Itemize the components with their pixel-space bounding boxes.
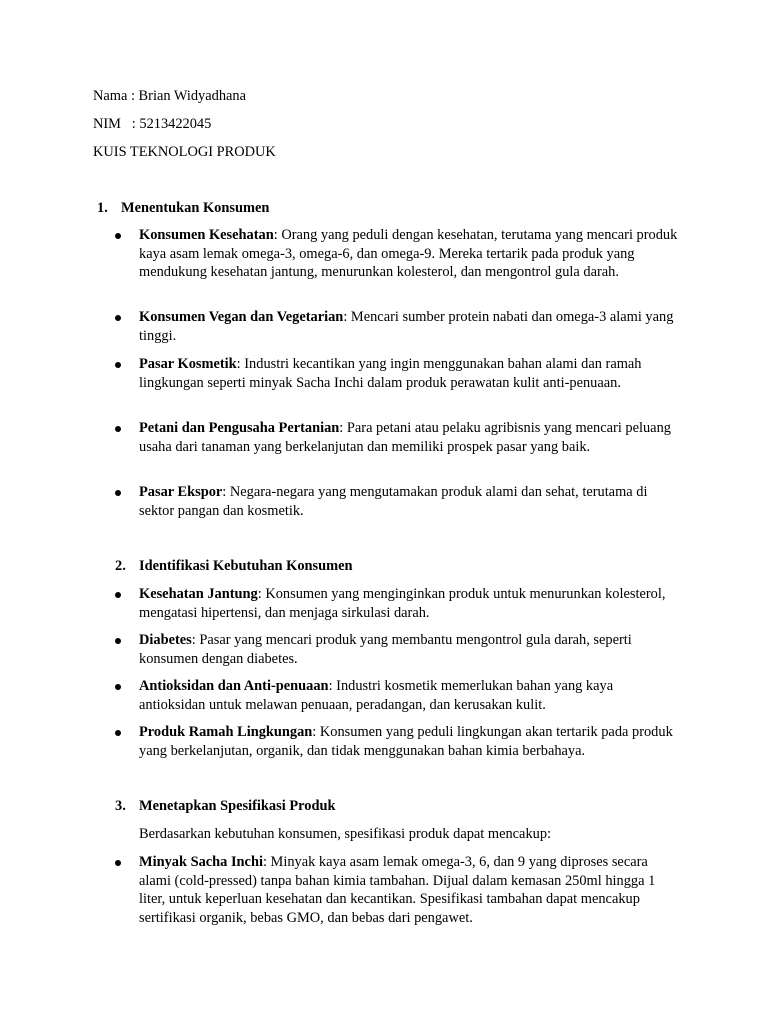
quiz-title: KUIS TEKNOLOGI PRODUK xyxy=(93,144,276,160)
list-item: Produk Ramah Lingkungan: Konsumen yang peduli lingkungan akan tertarik pada produk yang berkelanjutan, organik, dan tidak menggunakan bahan kimia berbahaya. xyxy=(139,724,673,759)
bullet-icon xyxy=(115,638,121,644)
list-item: Diabetes: Pasar yang mencari produk yang membantu mengontrol gula darah, seperti konsumen dengan diabetes. xyxy=(139,632,632,667)
section-intro: Berdasarkan kebutuhan konsumen, spesifikasi produk dapat mencakup: xyxy=(139,826,552,842)
bullet-icon xyxy=(115,490,121,496)
bullet-icon xyxy=(115,684,121,690)
list-item: Kesehatan Jantung: Konsumen yang menginginkan produk untuk menurunkan kolesterol, mengatasi hipertensi, dan menjaga sirkulasi darah. xyxy=(139,586,666,621)
section-title: Identifikasi Kebutuhan Konsumen xyxy=(139,558,353,574)
section-title: Menetapkan Spesifikasi Produk xyxy=(139,798,336,814)
list-item: Konsumen Vegan dan Vegetarian: Mencari sumber protein nabati dan omega-3 alami yang tinggi. xyxy=(139,309,674,344)
list-item: Pasar Ekspor: Negara-negara yang mengutamakan produk alami dan sehat, terutama di sektor pangan dan kosmetik. xyxy=(139,484,648,519)
list-item: Antioksidan dan Anti-penuaan: Industri kosmetik memerlukan bahan yang kaya antioksidan untuk melawan penuaan, peradangan, dan kerusakan kulit. xyxy=(139,678,614,713)
student-nim: NIM : 5213422045 xyxy=(93,116,212,132)
section-number: 1. xyxy=(97,200,108,216)
list-item: Konsumen Kesehatan: Orang yang peduli dengan kesehatan, terutama yang mencari produk kaya asam lemak omega-3, omega-6, dan omega-9. Mereka tertarik pada produk yang mendukung kesehatan jantung, menurunkan kolesterol, dan mengontrol gula darah. xyxy=(139,227,678,280)
bullet-icon xyxy=(115,730,121,736)
section-number: 3. xyxy=(115,798,126,814)
student-name: Nama : Brian Widyadhana xyxy=(93,88,247,104)
bullet-icon xyxy=(115,592,121,598)
list-item: Minyak Sacha Inchi: Minyak kaya asam lemak omega-3, 6, dan 9 yang diproses secara alami (cold-pressed) tanpa bahan kimia tambahan. Dijual dalam kemasan 250ml hingga 1 liter, untuk keperluan kesehatan dan kecantikan. Spesifikasi tambahan dapat mencakup sertifikasi organik, bebas GMO, dan bebas dari pengawet. xyxy=(139,854,656,926)
section-number: 2. xyxy=(115,558,126,574)
bullet-icon xyxy=(115,233,121,239)
list-item: Pasar Kosmetik: Industri kecantikan yang ingin menggunakan bahan alami dan ramah lingkungan seperti minyak Sacha Inchi dalam produk perawatan kulit anti-penuaan. xyxy=(139,356,642,391)
section-title: Menentukan Konsumen xyxy=(121,200,270,216)
list-item: Petani dan Pengusaha Pertanian: Para petani atau pelaku agribisnis yang mencari peluang usaha dari tanaman yang berkelanjutan dan memiliki prospek pasar yang baik. xyxy=(139,420,671,455)
bullet-icon xyxy=(115,860,121,866)
bullet-icon xyxy=(115,426,121,432)
bullet-icon xyxy=(115,362,121,368)
bullet-icon xyxy=(115,315,121,321)
